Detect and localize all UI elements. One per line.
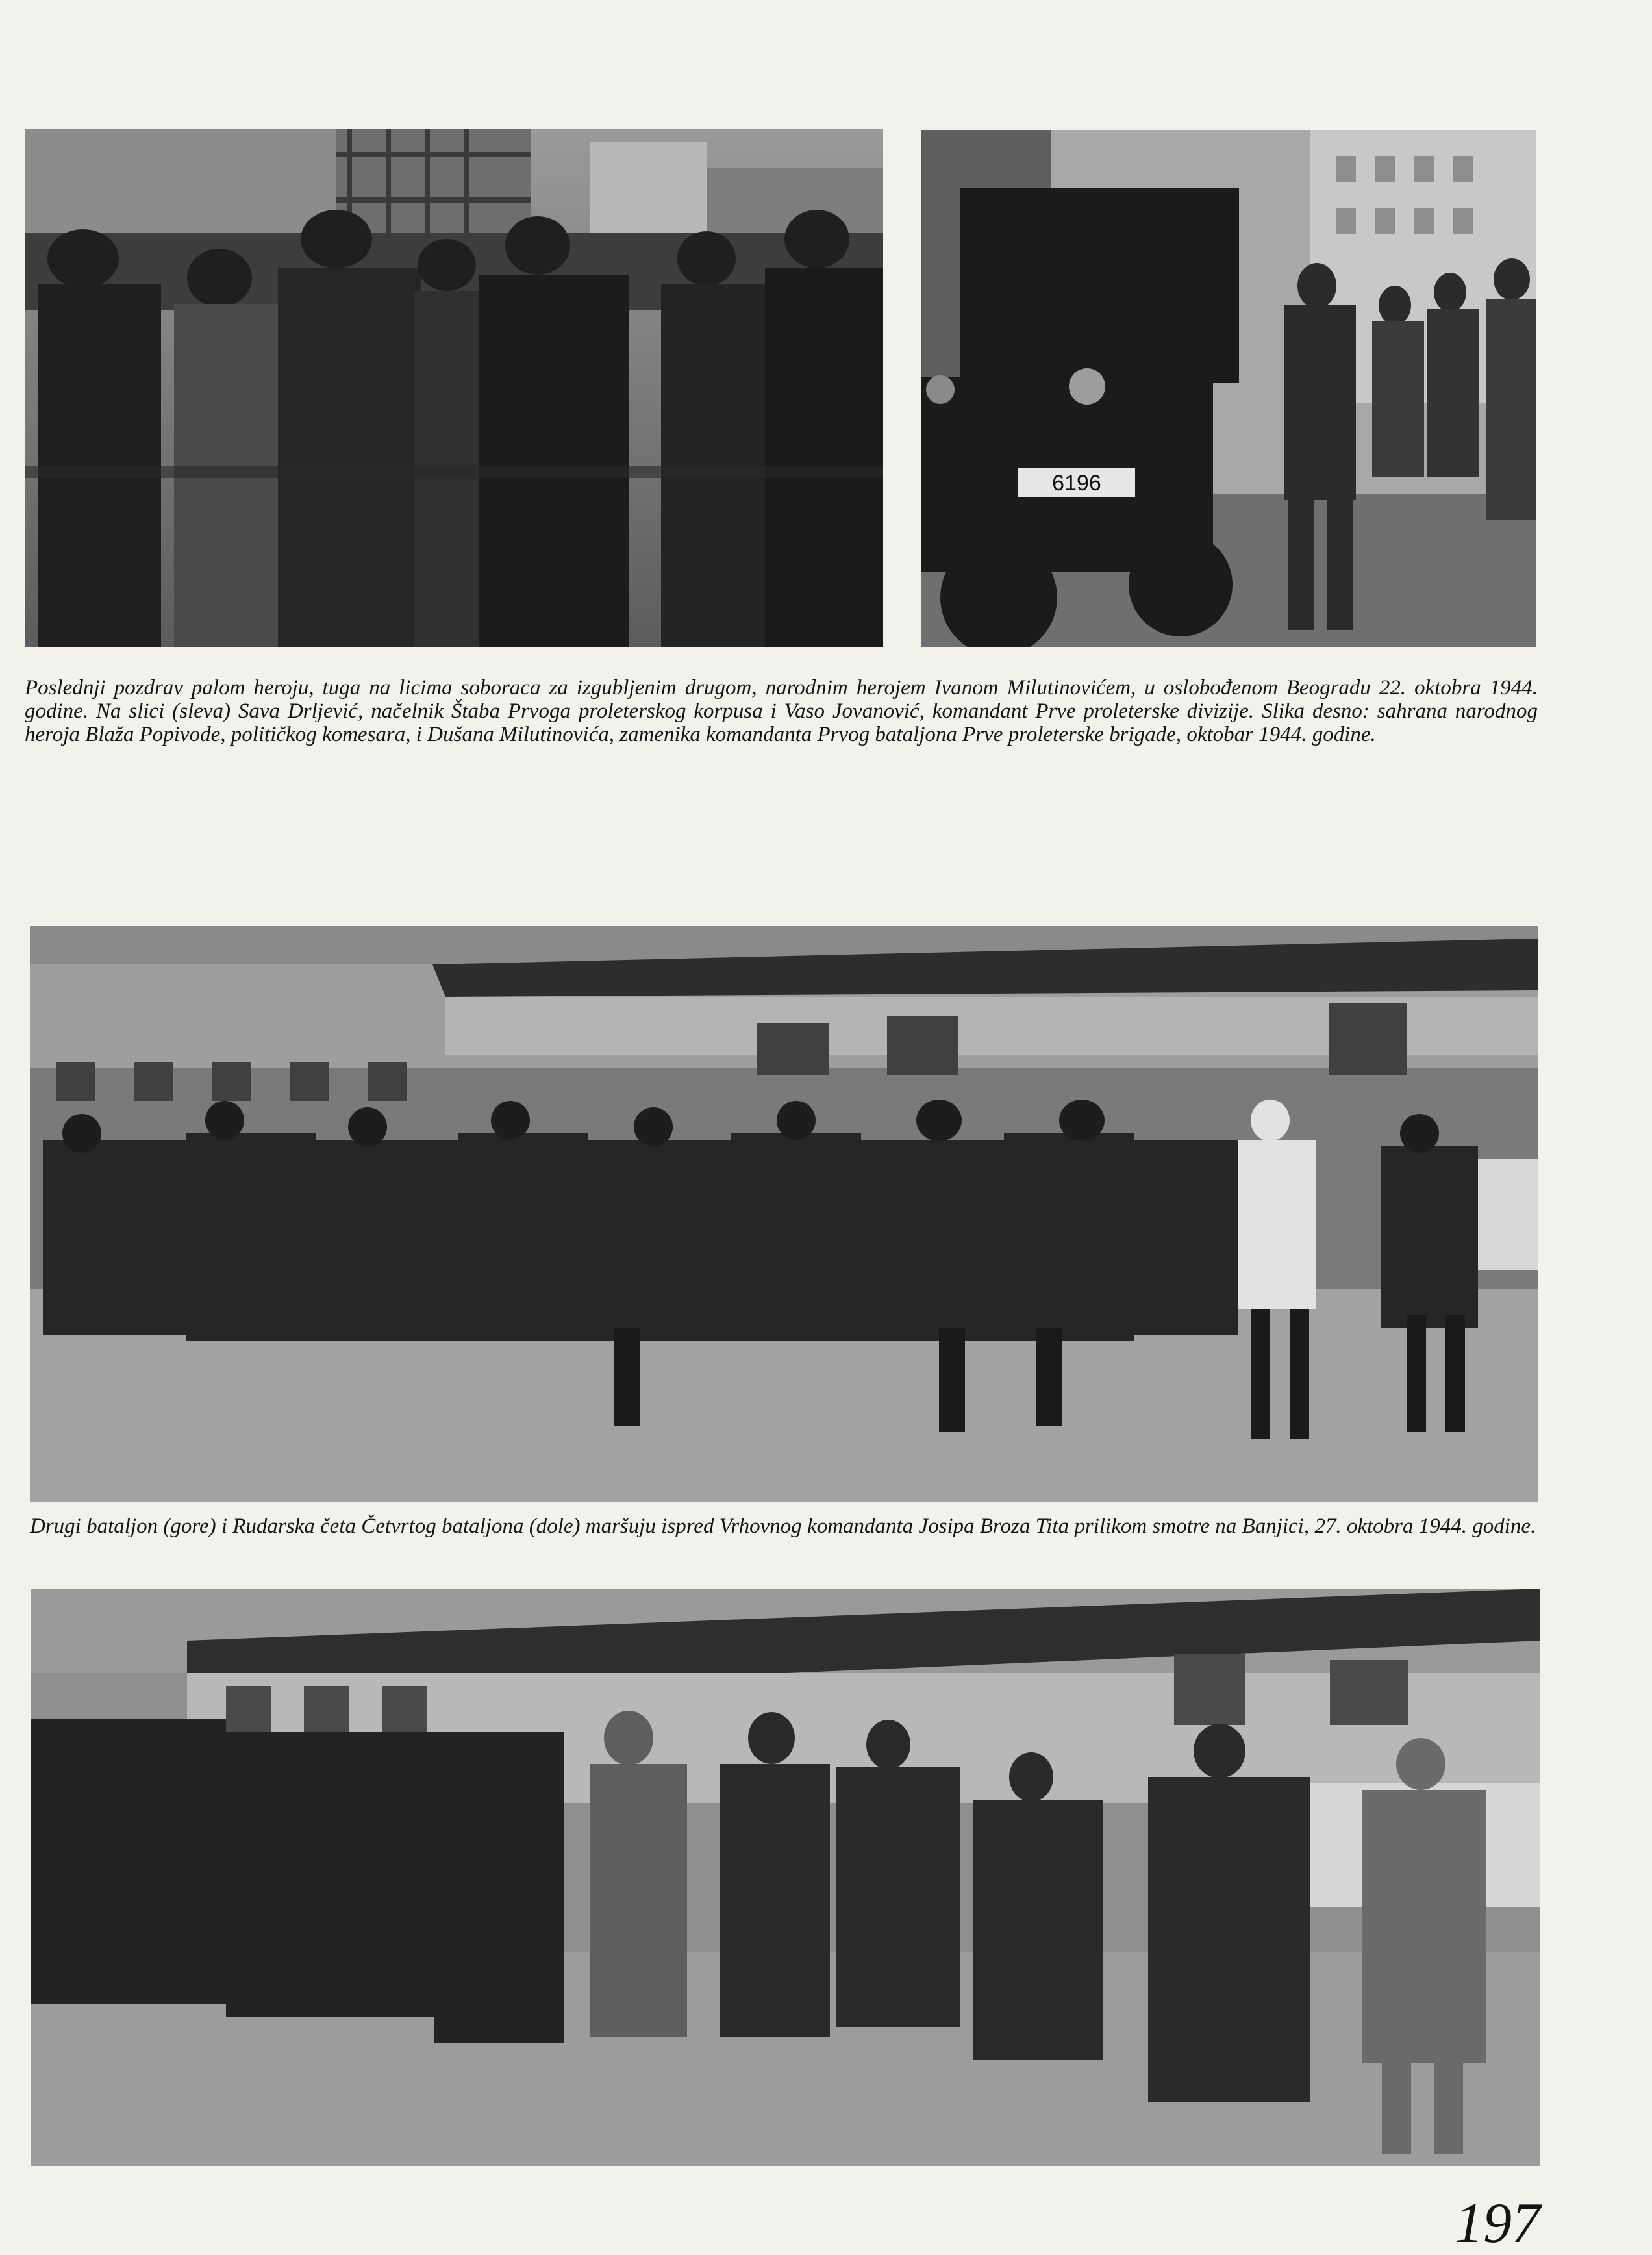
photo-funeral-truck [921, 130, 1536, 647]
photo-company-march-image [31, 1589, 1540, 2166]
truck-plate-text: 6196 [1052, 471, 1101, 496]
photo-battalion-march-image [30, 926, 1538, 1502]
caption-top: Poslednji pozdrav palom heroju, tuga na licima soboraca za izgubljenim drugom, narodnim herojem Ivanom Milutinovićem, u oslobođenom Beogradu 22. oktobra 1944. godine. Na slici (sleva) Sava Drljević, načelnik Štaba Prvoga proleterskog korpusa i Vaso Jovanović, komandant Prve proleterske divizije. Slika desno: sahrana narodnog heroja Blaža Popivode, političkog komesara, i Dušana Milutinovića, zamenika komandanta Prvog bataljona Prve proleterske brigade, oktobar 1944. godine. [25, 676, 1538, 746]
caption-middle: Drugi bataljon (gore) i Rudarska četa Četvrtog bataljona (dole) maršuju ispred Vrhovnog komandanta Josipa Broza Tita prilikom smotre na Banjici, 27. oktobra 1944. godine. [30, 1515, 1536, 1538]
photo-funeral-truck-image [921, 130, 1536, 647]
photo-company-march [31, 1589, 1540, 2166]
photo-battalion-march [30, 926, 1538, 1502]
photo-funeral-salute [25, 129, 883, 647]
photo-funeral-salute-image [25, 129, 883, 647]
page-number: 197 [1455, 2192, 1540, 2255]
